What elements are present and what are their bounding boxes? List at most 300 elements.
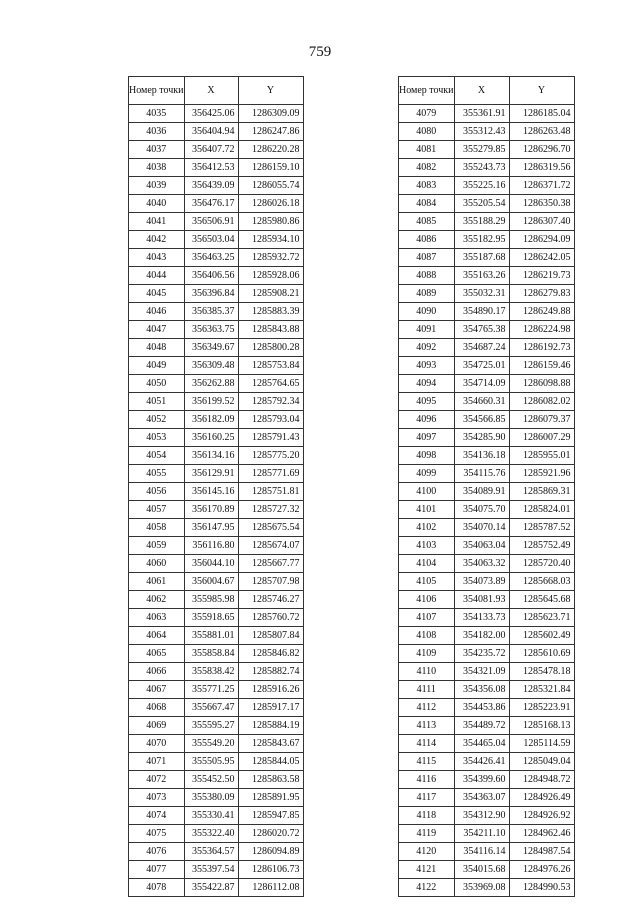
x-coordinate-cell: 356004.67 [184,573,238,591]
y-coordinate-cell: 1285727.32 [238,501,303,519]
point-number-cell: 4079 [399,105,455,123]
point-number-cell: 4062 [129,591,185,609]
y-coordinate-cell: 1285843.67 [238,735,303,753]
x-coordinate-cell: 355361.91 [454,105,509,123]
y-coordinate-cell: 1285771.69 [238,465,303,483]
y-coordinate-cell: 1286192.73 [509,339,574,357]
x-coordinate-cell: 354426.41 [454,753,509,771]
point-number-cell: 4109 [399,645,455,663]
table-row [399,159,575,177]
x-coordinate-cell: 356439.09 [184,177,238,195]
header-y: Y [238,77,303,105]
point-number-cell: 4104 [399,555,455,573]
point-number-cell: 4049 [129,357,185,375]
x-coordinate-cell: 354015.68 [454,861,509,879]
x-coordinate-cell: 356396.84 [184,285,238,303]
x-coordinate-cell: 354465.04 [454,735,509,753]
y-coordinate-cell: 1285980.86 [238,213,303,231]
x-coordinate-cell: 355918.65 [184,609,238,627]
point-number-cell: 4113 [399,717,455,735]
x-coordinate-cell: 355279.85 [454,141,509,159]
x-coordinate-cell: 354453.86 [454,699,509,717]
y-coordinate-cell: 1285775.20 [238,447,303,465]
x-coordinate-cell: 354070.14 [454,519,509,537]
table-row [399,123,575,141]
x-coordinate-cell: 355858.84 [184,645,238,663]
point-number-cell: 4107 [399,609,455,627]
x-coordinate-cell: 355881.01 [184,627,238,645]
x-coordinate-cell: 355182.95 [454,231,509,249]
table-row [129,591,304,609]
table-row [399,357,575,375]
x-coordinate-cell: 354725.01 [454,357,509,375]
x-coordinate-cell: 355452.50 [184,771,238,789]
table-row [399,789,575,807]
x-coordinate-cell: 354133.73 [454,609,509,627]
y-coordinate-cell: 1284987.54 [509,843,574,861]
table-row [129,825,304,843]
header-point-number: Номер точки [129,77,185,105]
x-coordinate-cell: 356199.52 [184,393,238,411]
table-row [129,789,304,807]
table-body-right [399,105,575,897]
x-coordinate-cell: 355549.20 [184,735,238,753]
y-coordinate-cell: 1284948.72 [509,771,574,789]
x-coordinate-cell: 355330.41 [184,807,238,825]
y-coordinate-cell: 1285787.52 [509,519,574,537]
table-row [129,285,304,303]
table-row [399,483,575,501]
point-number-cell: 4047 [129,321,185,339]
point-number-cell: 4057 [129,501,185,519]
x-coordinate-cell: 354073.89 [454,573,509,591]
y-coordinate-cell: 1286026.18 [238,195,303,213]
header-point-number: Номер точки [399,77,455,105]
table-row [129,213,304,231]
table-row [399,537,575,555]
table-row [129,393,304,411]
y-coordinate-cell: 1285863.58 [238,771,303,789]
point-number-cell: 4090 [399,303,455,321]
point-number-cell: 4108 [399,627,455,645]
y-coordinate-cell: 1284962.46 [509,825,574,843]
table-row [399,591,575,609]
y-coordinate-cell: 1285891.95 [238,789,303,807]
point-number-cell: 4106 [399,591,455,609]
table-row [399,771,575,789]
x-coordinate-cell: 356116.80 [184,537,238,555]
x-coordinate-cell: 355364.57 [184,843,238,861]
y-coordinate-cell: 1286279.83 [509,285,574,303]
x-coordinate-cell: 356262.88 [184,375,238,393]
header-y: Y [509,77,574,105]
point-number-cell: 4095 [399,393,455,411]
y-coordinate-cell: 1285707.98 [238,573,303,591]
table-row [399,213,575,231]
x-coordinate-cell: 356503.04 [184,231,238,249]
point-number-cell: 4046 [129,303,185,321]
y-coordinate-cell: 1286309.09 [238,105,303,123]
table-row [129,465,304,483]
y-coordinate-cell: 1286159.46 [509,357,574,375]
point-number-cell: 4044 [129,267,185,285]
x-coordinate-cell: 354182.00 [454,627,509,645]
x-coordinate-cell: 356129.91 [184,465,238,483]
table-row [129,177,304,195]
table-row [399,393,575,411]
x-coordinate-cell: 356385.37 [184,303,238,321]
x-coordinate-cell: 356506.91 [184,213,238,231]
x-coordinate-cell: 355667.47 [184,699,238,717]
point-number-cell: 4059 [129,537,185,555]
table-row [399,519,575,537]
x-coordinate-cell: 355188.29 [454,213,509,231]
y-coordinate-cell: 1285645.68 [509,591,574,609]
point-number-cell: 4116 [399,771,455,789]
y-coordinate-cell: 1285800.28 [238,339,303,357]
y-coordinate-cell: 1286319.56 [509,159,574,177]
point-number-cell: 4052 [129,411,185,429]
y-coordinate-cell: 1286159.10 [238,159,303,177]
y-coordinate-cell: 1285792.34 [238,393,303,411]
point-number-cell: 4050 [129,375,185,393]
point-number-cell: 4067 [129,681,185,699]
x-coordinate-cell: 355595.27 [184,717,238,735]
x-coordinate-cell: 356406.56 [184,267,238,285]
table-header-row [399,77,575,105]
x-coordinate-cell: 354089.91 [454,483,509,501]
y-coordinate-cell: 1285602.49 [509,627,574,645]
x-coordinate-cell: 354075.70 [454,501,509,519]
y-coordinate-cell: 1285667.77 [238,555,303,573]
x-coordinate-cell: 354566.85 [454,411,509,429]
x-coordinate-cell: 355771.25 [184,681,238,699]
table-row [129,555,304,573]
y-coordinate-cell: 1285760.72 [238,609,303,627]
y-coordinate-cell: 1285793.04 [238,411,303,429]
point-number-cell: 4092 [399,339,455,357]
table-row [129,663,304,681]
table-row [399,825,575,843]
point-number-cell: 4068 [129,699,185,717]
table-row [399,627,575,645]
x-coordinate-cell: 354211.10 [454,825,509,843]
table-row [399,195,575,213]
y-coordinate-cell: 1286220.28 [238,141,303,159]
point-number-cell: 4122 [399,879,455,897]
point-number-cell: 4063 [129,609,185,627]
point-number-cell: 4039 [129,177,185,195]
point-number-cell: 4037 [129,141,185,159]
point-number-cell: 4043 [129,249,185,267]
y-coordinate-cell: 1285884.19 [238,717,303,735]
x-coordinate-cell: 354115.76 [454,465,509,483]
point-number-cell: 4073 [129,789,185,807]
point-number-cell: 4099 [399,465,455,483]
y-coordinate-cell: 1285932.72 [238,249,303,267]
coordinates-table-left [128,76,304,897]
x-coordinate-cell: 355032.31 [454,285,509,303]
point-number-cell: 4053 [129,429,185,447]
point-number-cell: 4078 [129,879,185,897]
table-row [399,267,575,285]
y-coordinate-cell: 1286219.73 [509,267,574,285]
table-header-row [129,77,304,105]
y-coordinate-cell: 1286294.09 [509,231,574,249]
y-coordinate-cell: 1284926.92 [509,807,574,825]
table-row [399,375,575,393]
x-coordinate-cell: 355243.73 [454,159,509,177]
table-row [129,879,304,897]
table-row [129,411,304,429]
y-coordinate-cell: 1284976.26 [509,861,574,879]
y-coordinate-cell: 1285917.17 [238,699,303,717]
y-coordinate-cell: 1286185.04 [509,105,574,123]
table-row [129,429,304,447]
point-number-cell: 4066 [129,663,185,681]
x-coordinate-cell: 355505.95 [184,753,238,771]
y-coordinate-cell: 1285114.59 [509,735,574,753]
table-row [129,699,304,717]
x-coordinate-cell: 354660.31 [454,393,509,411]
x-coordinate-cell: 356425.06 [184,105,238,123]
table-row [129,519,304,537]
point-number-cell: 4094 [399,375,455,393]
table-row [129,339,304,357]
point-number-cell: 4061 [129,573,185,591]
y-coordinate-cell: 1285746.27 [238,591,303,609]
table-row [399,285,575,303]
x-coordinate-cell: 354136.18 [454,447,509,465]
table-row [399,735,575,753]
x-coordinate-cell: 356160.25 [184,429,238,447]
table-row [129,645,304,663]
point-number-cell: 4120 [399,843,455,861]
point-number-cell: 4084 [399,195,455,213]
table-row [129,249,304,267]
x-coordinate-cell: 356407.72 [184,141,238,159]
y-coordinate-cell: 1285928.06 [238,267,303,285]
point-number-cell: 4111 [399,681,455,699]
y-coordinate-cell: 1286307.40 [509,213,574,231]
table-row [129,537,304,555]
x-coordinate-cell: 354765.38 [454,321,509,339]
x-coordinate-cell: 354687.24 [454,339,509,357]
x-coordinate-cell: 356363.75 [184,321,238,339]
table-row [399,699,575,717]
point-number-cell: 4085 [399,213,455,231]
table-row [129,771,304,789]
point-number-cell: 4087 [399,249,455,267]
y-coordinate-cell: 1285321.84 [509,681,574,699]
point-number-cell: 4088 [399,267,455,285]
y-coordinate-cell: 1285049.04 [509,753,574,771]
y-coordinate-cell: 1284990.53 [509,879,574,897]
page-number: 759 [308,44,332,60]
point-number-cell: 4060 [129,555,185,573]
point-number-cell: 4103 [399,537,455,555]
point-number-cell: 4041 [129,213,185,231]
y-coordinate-cell: 1285921.96 [509,465,574,483]
table-row [129,231,304,249]
point-number-cell: 4040 [129,195,185,213]
y-coordinate-cell: 1285824.01 [509,501,574,519]
point-number-cell: 4105 [399,573,455,591]
table-row [399,339,575,357]
table-row [129,267,304,285]
x-coordinate-cell: 355422.87 [184,879,238,897]
y-coordinate-cell: 1286094.89 [238,843,303,861]
point-number-cell: 4096 [399,411,455,429]
point-number-cell: 4056 [129,483,185,501]
y-coordinate-cell: 1285223.91 [509,699,574,717]
x-coordinate-cell: 355312.43 [454,123,509,141]
table-row [129,141,304,159]
point-number-cell: 4042 [129,231,185,249]
x-coordinate-cell: 354081.93 [454,591,509,609]
point-number-cell: 4051 [129,393,185,411]
x-coordinate-cell: 356476.17 [184,195,238,213]
x-coordinate-cell: 353969.08 [454,879,509,897]
table-row [399,501,575,519]
y-coordinate-cell: 1285623.71 [509,609,574,627]
table-row [129,609,304,627]
x-coordinate-cell: 356404.94 [184,123,238,141]
point-number-cell: 4071 [129,753,185,771]
point-number-cell: 4076 [129,843,185,861]
table-row [399,429,575,447]
y-coordinate-cell: 1286296.70 [509,141,574,159]
table-row [129,483,304,501]
x-coordinate-cell: 355985.98 [184,591,238,609]
table-row [129,735,304,753]
table-row [129,159,304,177]
table-row [399,321,575,339]
x-coordinate-cell: 354312.90 [454,807,509,825]
table-row [399,663,575,681]
y-coordinate-cell: 1285807.84 [238,627,303,645]
y-coordinate-cell: 1285751.81 [238,483,303,501]
x-coordinate-cell: 355205.54 [454,195,509,213]
header-x: X [184,77,238,105]
table-row [399,177,575,195]
y-coordinate-cell: 1285844.05 [238,753,303,771]
table-row [129,843,304,861]
x-coordinate-cell: 354063.04 [454,537,509,555]
point-number-cell: 4093 [399,357,455,375]
point-number-cell: 4110 [399,663,455,681]
x-coordinate-cell: 355397.54 [184,861,238,879]
x-coordinate-cell: 356134.16 [184,447,238,465]
x-coordinate-cell: 356170.89 [184,501,238,519]
y-coordinate-cell: 1285883.39 [238,303,303,321]
y-coordinate-cell: 1286263.48 [509,123,574,141]
point-number-cell: 4097 [399,429,455,447]
x-coordinate-cell: 356463.25 [184,249,238,267]
y-coordinate-cell: 1285674.07 [238,537,303,555]
x-coordinate-cell: 354363.07 [454,789,509,807]
y-coordinate-cell: 1285955.01 [509,447,574,465]
x-coordinate-cell: 355380.09 [184,789,238,807]
table-row [399,879,575,897]
y-coordinate-cell: 1286249.88 [509,303,574,321]
y-coordinate-cell: 1284926.49 [509,789,574,807]
point-number-cell: 4058 [129,519,185,537]
y-coordinate-cell: 1285869.31 [509,483,574,501]
table-row [129,303,304,321]
table-row [129,861,304,879]
x-coordinate-cell: 355225.16 [454,177,509,195]
point-number-cell: 4089 [399,285,455,303]
x-coordinate-cell: 356349.67 [184,339,238,357]
x-coordinate-cell: 356145.16 [184,483,238,501]
y-coordinate-cell: 1286112.08 [238,879,303,897]
y-coordinate-cell: 1285752.49 [509,537,574,555]
point-number-cell: 4036 [129,123,185,141]
x-coordinate-cell: 354399.60 [454,771,509,789]
table-row [129,627,304,645]
y-coordinate-cell: 1286007.29 [509,429,574,447]
table-row [399,105,575,123]
table-row [399,717,575,735]
coordinates-table-right [398,76,575,897]
table-row [399,465,575,483]
x-coordinate-cell: 354285.90 [454,429,509,447]
point-number-cell: 4091 [399,321,455,339]
point-number-cell: 4112 [399,699,455,717]
y-coordinate-cell: 1285791.43 [238,429,303,447]
table-row [399,807,575,825]
point-number-cell: 4101 [399,501,455,519]
x-coordinate-cell: 355838.42 [184,663,238,681]
y-coordinate-cell: 1286350.38 [509,195,574,213]
table-row [129,717,304,735]
table-row [129,681,304,699]
table-row [129,195,304,213]
point-number-cell: 4100 [399,483,455,501]
x-coordinate-cell: 355187.68 [454,249,509,267]
table-row [399,861,575,879]
table-row [129,357,304,375]
table-row [399,411,575,429]
point-number-cell: 4070 [129,735,185,753]
y-coordinate-cell: 1285764.65 [238,375,303,393]
point-number-cell: 4065 [129,645,185,663]
y-coordinate-cell: 1285168.13 [509,717,574,735]
x-coordinate-cell: 354714.09 [454,375,509,393]
y-coordinate-cell: 1286242.05 [509,249,574,267]
point-number-cell: 4069 [129,717,185,735]
table-row [399,555,575,573]
point-number-cell: 4048 [129,339,185,357]
y-coordinate-cell: 1285846.82 [238,645,303,663]
table-row [129,321,304,339]
y-coordinate-cell: 1285882.74 [238,663,303,681]
header-x: X [454,77,509,105]
point-number-cell: 4086 [399,231,455,249]
point-number-cell: 4114 [399,735,455,753]
point-number-cell: 4082 [399,159,455,177]
y-coordinate-cell: 1285610.69 [509,645,574,663]
y-coordinate-cell: 1285720.40 [509,555,574,573]
y-coordinate-cell: 1286106.73 [238,861,303,879]
point-number-cell: 4121 [399,861,455,879]
table-row [129,123,304,141]
y-coordinate-cell: 1285916.26 [238,681,303,699]
point-number-cell: 4083 [399,177,455,195]
x-coordinate-cell: 356182.09 [184,411,238,429]
point-number-cell: 4080 [399,123,455,141]
